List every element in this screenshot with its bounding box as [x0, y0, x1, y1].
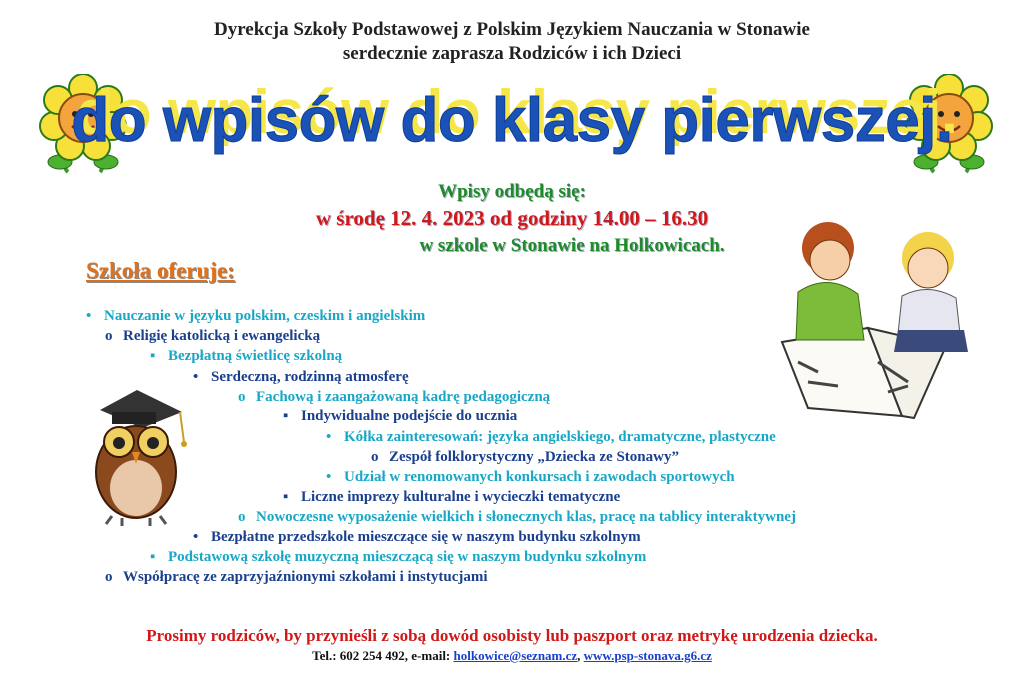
footer-note: Prosimy rodziców, by przynieśli z sobą dowód osobisty lub paszport oraz metrykę urodzenia dziecka.	[146, 626, 878, 645]
list-item: • Kółka zainteresowań: języka angielskiego, dramatyczne, plastyczne	[326, 429, 776, 445]
header-line-2: serdecznie zaprasza Rodziców i ich Dzieci	[342, 43, 682, 64]
header-line-1: Dyrekcja Szkoły Podstawowej z Polskim Językiem Nauczania w Stonawie	[214, 19, 810, 40]
list-item: o Współpracę ze zaprzyjaźnionymi szkołami i instytucjami	[105, 569, 488, 585]
owl-icon	[82, 376, 192, 526]
list-item: o Nowoczesne wyposażenie wielkich i słonecznych klas, pracę na tablicy interaktywnej	[238, 509, 796, 525]
list-item: ▪ Liczne imprezy kulturalne i wycieczki tematyczne	[283, 489, 621, 505]
enrollment-date: w środę 12. 4. 2023 od godziny 14.00 – 16.30	[315, 206, 709, 230]
list-item: • Serdeczną, rodzinną atmosferę	[193, 369, 409, 385]
headline: do wpisów do klasy pierwszej.	[71, 86, 953, 155]
list-item: ▪ Indywidualne podejście do ucznia	[283, 408, 518, 424]
footer-contact: Tel.: 602 254 492, e-mail: holkowice@seznam.cz, www.psp-stonava.g6.cz	[312, 648, 712, 663]
list-item: o Fachową i zaangażowaną kadrę pedagogiczną	[238, 389, 551, 405]
enrollment-intro: Wpisy odbędą się:	[438, 181, 586, 202]
list-item: o Zespół folklorystyczny „Dziecka ze Stonawy”	[371, 449, 679, 465]
children-reading-icon	[768, 212, 978, 422]
list-item: • Udział w renomowanych konkursach i zawodach sportowych	[326, 469, 735, 485]
email-link[interactable]: holkowice@seznam.cz	[453, 648, 578, 663]
contact-text: Tel.: 602 254 492, e-mail:	[312, 648, 451, 663]
list-item: • Nauczanie w języku polskim, czeskim i angielskim	[86, 308, 426, 324]
enrollment-place: w szkole w Stonawie na Holkowicach.	[419, 235, 725, 256]
offer-title: Szkoła oferuje:	[86, 258, 235, 283]
list-item: ▪ Bezpłatną świetlicę szkolną	[150, 348, 343, 364]
list-item: o Religię katolicką i ewangelicką	[105, 328, 321, 344]
website-link[interactable]: www.psp-stonava.g6.cz	[583, 648, 712, 663]
list-item: • Bezpłatne przedszkole mieszczące się w naszym budynku szkolnym	[193, 529, 641, 545]
list-item: ▪ Podstawową szkołę muzyczną mieszczącą się w naszym budynku szkolnym	[150, 549, 647, 565]
